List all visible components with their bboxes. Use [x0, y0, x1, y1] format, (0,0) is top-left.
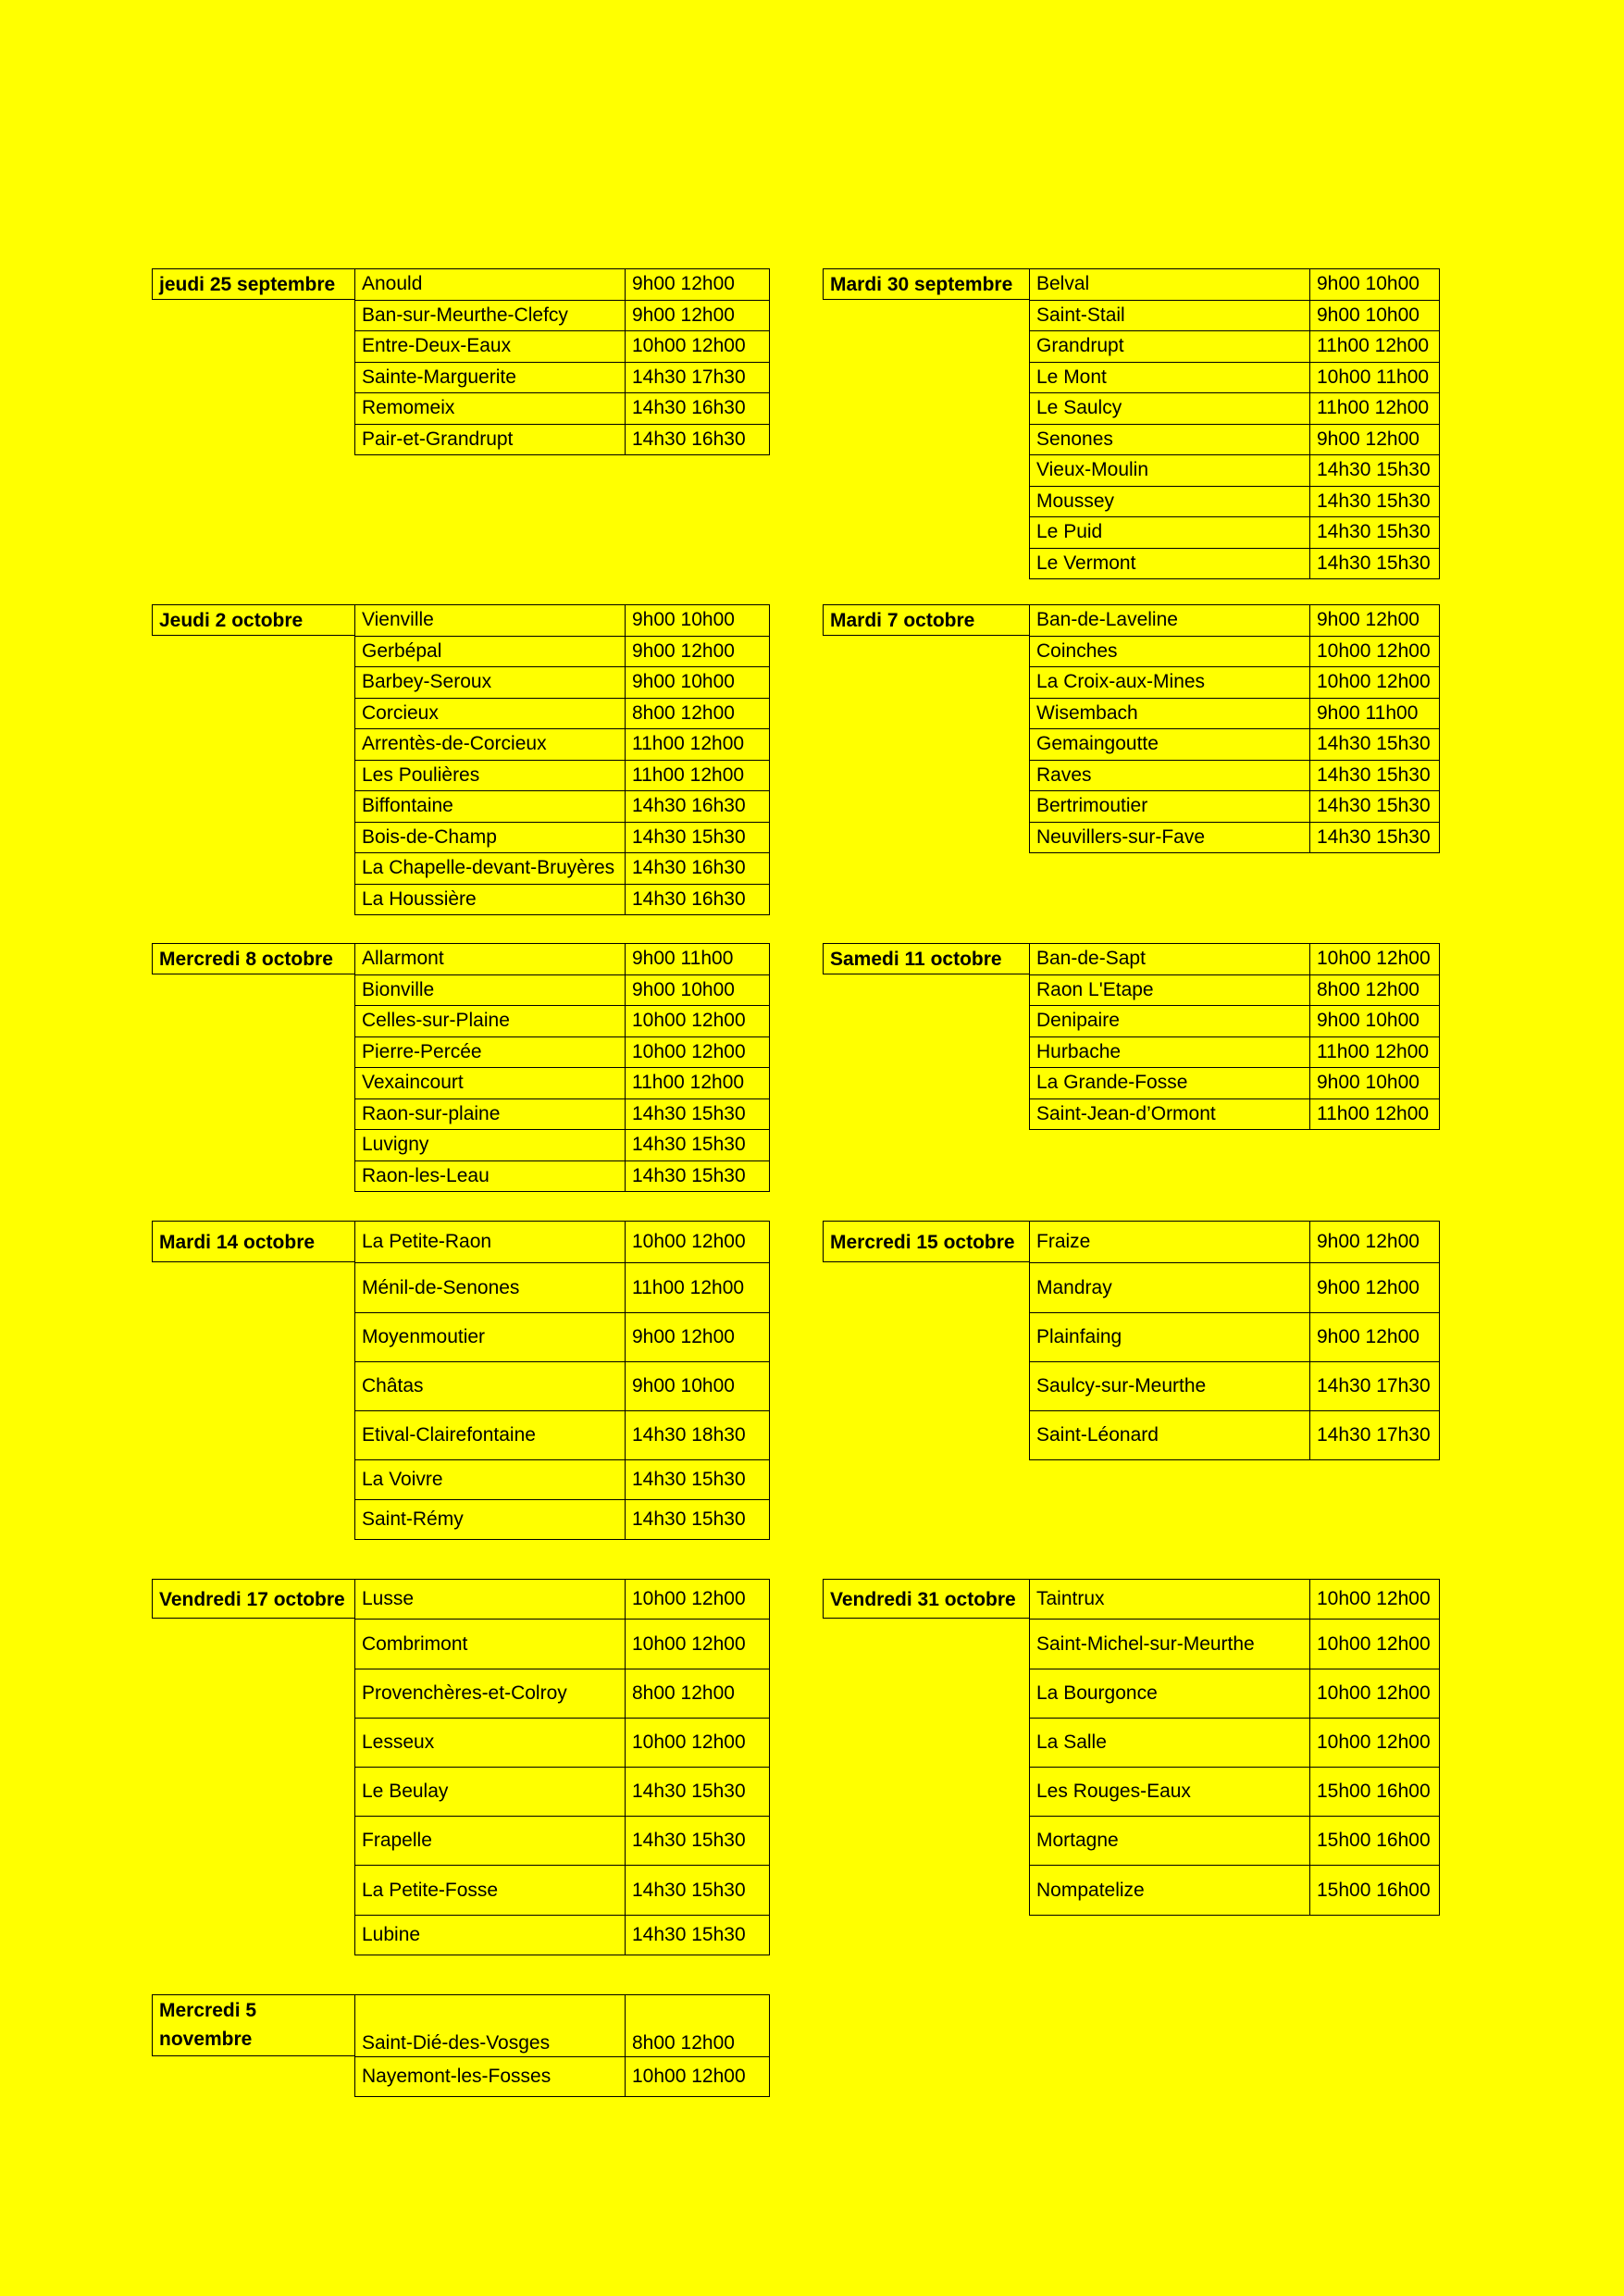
time-cell: 9h00 12h00: [625, 1312, 770, 1362]
time-cell: 11h00 12h00: [625, 1067, 770, 1099]
town-cell: Saint-Rémy: [354, 1499, 626, 1540]
town-cell: Allarmont: [354, 943, 626, 975]
time-cell: 9h00 10h00: [1309, 268, 1440, 301]
town-cell: Gerbépal: [354, 636, 626, 668]
town-cell: Gemaingoutte: [1029, 728, 1310, 761]
town-cell: Anould: [354, 268, 626, 301]
time-cell: 14h30 16h30: [625, 852, 770, 885]
day-date-label: jeudi 25 septembre: [152, 268, 355, 300]
town-cell: Mandray: [1029, 1262, 1310, 1313]
town-cell: Moussey: [1029, 486, 1310, 518]
time-cell: 9h00 12h00: [1309, 1312, 1440, 1362]
time-cell: 9h00 10h00: [625, 666, 770, 699]
town-cell: Entre-Deux-Eaux: [354, 330, 626, 363]
town-cell: Lesseux: [354, 1718, 626, 1768]
time-cell: 14h30 15h30: [1309, 548, 1440, 580]
time-cell: 14h30 15h30: [625, 1915, 770, 1955]
town-cell: Sainte-Marguerite: [354, 362, 626, 394]
time-cell: 14h30 16h30: [625, 392, 770, 425]
town-cell: Plainfaing: [1029, 1312, 1310, 1362]
time-cell: 9h00 11h00: [625, 943, 770, 975]
town-cell: La Petite-Raon: [354, 1221, 626, 1263]
time-cell: 10h00 12h00: [625, 1005, 770, 1037]
time-cell: 14h30 15h30: [625, 1865, 770, 1916]
town-cell: Raves: [1029, 760, 1310, 792]
town-cell: Saint-Michel-sur-Meurthe: [1029, 1619, 1310, 1669]
town-cell: Saulcy-sur-Meurthe: [1029, 1361, 1310, 1411]
town-cell: La Houssière: [354, 884, 626, 916]
time-cell: 14h30 15h30: [1309, 728, 1440, 761]
town-cell: Le Mont: [1029, 362, 1310, 394]
time-cell: 10h00 12h00: [625, 2056, 770, 2097]
time-cell: 9h00 12h00: [1309, 1221, 1440, 1263]
town-cell: Vienville: [354, 604, 626, 637]
time-cell: 14h30 16h30: [625, 424, 770, 456]
time-cell: 10h00 12h00: [625, 330, 770, 363]
time-cell: 10h00 12h00: [625, 1036, 770, 1069]
day-date-label: Vendredi 17 octobre: [152, 1579, 355, 1619]
town-cell: Coinches: [1029, 636, 1310, 668]
time-cell: 14h30 15h30: [625, 1459, 770, 1500]
town-cell: Wisembach: [1029, 698, 1310, 730]
town-cell: Nayemont-les-Fosses: [354, 2056, 626, 2097]
time-cell: 11h00 12h00: [1309, 1036, 1440, 1069]
town-cell: Saint-Léonard: [1029, 1410, 1310, 1460]
town-cell: Corcieux: [354, 698, 626, 730]
day-date-label: Mardi 14 octobre: [152, 1221, 355, 1262]
time-cell: 8h00 12h00: [625, 698, 770, 730]
town-cell: Barbey-Seroux: [354, 666, 626, 699]
time-cell: 8h00 12h00: [625, 1669, 770, 1719]
time-cell: 10h00 12h00: [1309, 1619, 1440, 1669]
time-cell: 10h00 12h00: [625, 1579, 770, 1620]
town-cell: Frapelle: [354, 1816, 626, 1866]
time-cell: 8h00 12h00: [625, 1994, 770, 2057]
town-cell: Ban-de-Laveline: [1029, 604, 1310, 637]
time-cell: 9h00 12h00: [1309, 1262, 1440, 1313]
time-cell: 10h00 12h00: [1309, 636, 1440, 668]
time-cell: 10h00 12h00: [1309, 1718, 1440, 1768]
town-cell: Vexaincourt: [354, 1067, 626, 1099]
town-cell: Les Rouges-Eaux: [1029, 1767, 1310, 1817]
town-cell: Mortagne: [1029, 1816, 1310, 1866]
time-cell: 11h00 12h00: [1309, 1098, 1440, 1131]
day-date-label: Samedi 11 octobre: [823, 943, 1030, 974]
day-date-label: Jeudi 2 octobre: [152, 604, 355, 636]
town-cell: Bois-de-Champ: [354, 822, 626, 854]
time-cell: 9h00 10h00: [1309, 1005, 1440, 1037]
town-cell: Fraize: [1029, 1221, 1310, 1263]
town-cell: Vieux-Moulin: [1029, 454, 1310, 487]
time-cell: 15h00 16h00: [1309, 1865, 1440, 1916]
town-cell: La Voivre: [354, 1459, 626, 1500]
day-date-label: Mercredi 8 octobre: [152, 943, 355, 974]
time-cell: 14h30 18h30: [625, 1410, 770, 1460]
time-cell: 9h00 10h00: [625, 974, 770, 1007]
town-cell: Le Saulcy: [1029, 392, 1310, 425]
town-cell: La Grande-Fosse: [1029, 1067, 1310, 1099]
town-cell: Taintrux: [1029, 1579, 1310, 1620]
time-cell: 11h00 12h00: [1309, 330, 1440, 363]
time-cell: 15h00 16h00: [1309, 1767, 1440, 1817]
town-cell: Ban-sur-Meurthe-Clefcy: [354, 300, 626, 332]
town-cell: La Petite-Fosse: [354, 1865, 626, 1916]
time-cell: 9h00 11h00: [1309, 698, 1440, 730]
town-cell: Neuvillers-sur-Fave: [1029, 822, 1310, 854]
town-cell: Saint-Dié-des-Vosges: [354, 1994, 626, 2057]
time-cell: 10h00 12h00: [625, 1619, 770, 1669]
time-cell: 9h00 12h00: [625, 636, 770, 668]
day-date-label: Mercredi 5 novembre: [152, 1994, 355, 2056]
time-cell: 9h00 12h00: [1309, 424, 1440, 456]
town-cell: Lubine: [354, 1915, 626, 1955]
town-cell: Châtas: [354, 1361, 626, 1411]
time-cell: 14h30 15h30: [1309, 454, 1440, 487]
day-date-label: Vendredi 31 octobre: [823, 1579, 1030, 1619]
time-cell: 14h30 15h30: [1309, 790, 1440, 823]
time-cell: 10h00 12h00: [1309, 1579, 1440, 1620]
town-cell: Nompatelize: [1029, 1865, 1310, 1916]
time-cell: 9h00 10h00: [1309, 1067, 1440, 1099]
time-cell: 14h30 15h30: [625, 1098, 770, 1131]
time-cell: 11h00 12h00: [625, 1262, 770, 1313]
time-cell: 14h30 17h30: [1309, 1361, 1440, 1411]
time-cell: 9h00 10h00: [625, 1361, 770, 1411]
town-cell: Etival-Clairefontaine: [354, 1410, 626, 1460]
town-cell: Celles-sur-Plaine: [354, 1005, 626, 1037]
town-cell: Denipaire: [1029, 1005, 1310, 1037]
time-cell: 14h30 15h30: [625, 1767, 770, 1817]
time-cell: 10h00 12h00: [1309, 1669, 1440, 1719]
time-cell: 10h00 11h00: [1309, 362, 1440, 394]
town-cell: Saint-Stail: [1029, 300, 1310, 332]
town-cell: Le Vermont: [1029, 548, 1310, 580]
time-cell: 14h30 17h30: [625, 362, 770, 394]
town-cell: Saint-Jean-d’Ormont: [1029, 1098, 1310, 1131]
town-cell: La Salle: [1029, 1718, 1310, 1768]
town-cell: Bertrimoutier: [1029, 790, 1310, 823]
town-cell: Arrentès-de-Corcieux: [354, 728, 626, 761]
town-cell: Raon-sur-plaine: [354, 1098, 626, 1131]
time-cell: 9h00 12h00: [625, 300, 770, 332]
town-cell: Provenchères-et-Colroy: [354, 1669, 626, 1719]
town-cell: Ban-de-Sapt: [1029, 943, 1310, 975]
day-date-label: Mardi 30 septembre: [823, 268, 1030, 300]
time-cell: 14h30 16h30: [625, 790, 770, 823]
town-cell: Combrimont: [354, 1619, 626, 1669]
town-cell: Bionville: [354, 974, 626, 1007]
day-date-label: Mercredi 15 octobre: [823, 1221, 1030, 1262]
town-cell: Remomeix: [354, 392, 626, 425]
town-cell: Ménil-de-Senones: [354, 1262, 626, 1313]
time-cell: 14h30 15h30: [1309, 822, 1440, 854]
town-cell: Raon L'Etape: [1029, 974, 1310, 1007]
town-cell: Lusse: [354, 1579, 626, 1620]
town-cell: Le Puid: [1029, 516, 1310, 549]
time-cell: 14h30 15h30: [625, 1160, 770, 1193]
town-cell: La Chapelle-devant-Bruyères: [354, 852, 626, 885]
time-cell: 9h00 12h00: [625, 268, 770, 301]
time-cell: 11h00 12h00: [625, 728, 770, 761]
time-cell: 14h30 15h30: [1309, 486, 1440, 518]
time-cell: 10h00 12h00: [625, 1221, 770, 1263]
time-cell: 10h00 12h00: [1309, 943, 1440, 975]
time-cell: 15h00 16h00: [1309, 1816, 1440, 1866]
time-cell: 14h30 15h30: [625, 822, 770, 854]
town-cell: Le Beulay: [354, 1767, 626, 1817]
time-cell: 8h00 12h00: [1309, 974, 1440, 1007]
town-cell: Les Poulières: [354, 760, 626, 792]
town-cell: Luvigny: [354, 1129, 626, 1161]
town-cell: Moyenmoutier: [354, 1312, 626, 1362]
town-cell: Senones: [1029, 424, 1310, 456]
time-cell: 11h00 12h00: [1309, 392, 1440, 425]
day-date-label: Mardi 7 octobre: [823, 604, 1030, 636]
town-cell: Biffontaine: [354, 790, 626, 823]
time-cell: 14h30 15h30: [625, 1816, 770, 1866]
time-cell: 10h00 12h00: [1309, 666, 1440, 699]
time-cell: 14h30 15h30: [1309, 516, 1440, 549]
town-cell: Grandrupt: [1029, 330, 1310, 363]
time-cell: 11h00 12h00: [625, 760, 770, 792]
town-cell: Hurbache: [1029, 1036, 1310, 1069]
town-cell: Raon-les-Leau: [354, 1160, 626, 1193]
time-cell: 14h30 15h30: [1309, 760, 1440, 792]
town-cell: La Croix-aux-Mines: [1029, 666, 1310, 699]
time-cell: 9h00 10h00: [625, 604, 770, 637]
town-cell: Belval: [1029, 268, 1310, 301]
time-cell: 14h30 16h30: [625, 884, 770, 916]
time-cell: 14h30 15h30: [625, 1129, 770, 1161]
time-cell: 9h00 12h00: [1309, 604, 1440, 637]
time-cell: 9h00 10h00: [1309, 300, 1440, 332]
town-cell: La Bourgonce: [1029, 1669, 1310, 1719]
town-cell: Pierre-Percée: [354, 1036, 626, 1069]
time-cell: 14h30 17h30: [1309, 1410, 1440, 1460]
time-cell: 14h30 15h30: [625, 1499, 770, 1540]
time-cell: 10h00 12h00: [625, 1718, 770, 1768]
town-cell: Pair-et-Grandrupt: [354, 424, 626, 456]
